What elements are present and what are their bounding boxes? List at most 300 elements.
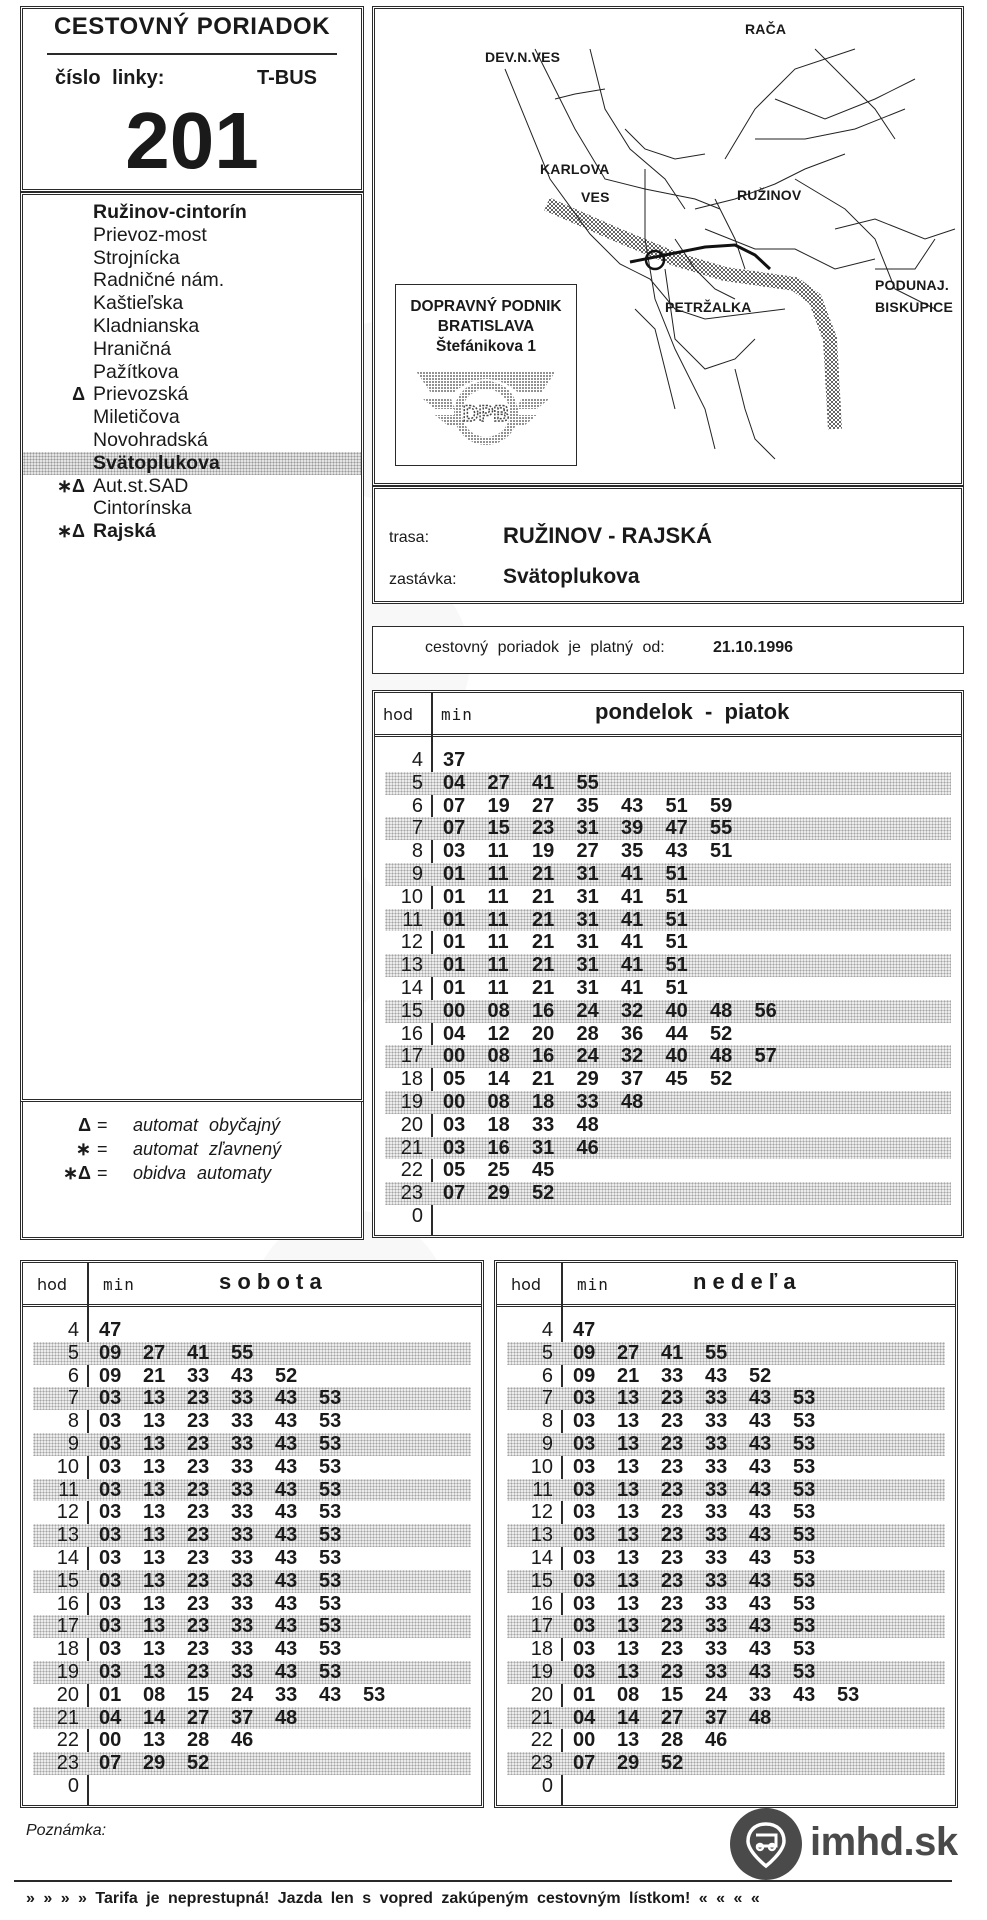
timetable-row (385, 1137, 951, 1160)
departure-minute: 41 (532, 771, 555, 794)
hour-cell: 9 (541, 1432, 553, 1455)
departure-minute: 00 (99, 1729, 122, 1752)
departure-minute: 27 (532, 794, 555, 817)
departure-minute: 07 (443, 817, 466, 840)
dpb-logo-icon (411, 363, 561, 453)
minutes-cell (443, 1000, 799, 1023)
departure-minute: 13 (143, 1387, 166, 1410)
departure-minute: 03 (573, 1478, 596, 1501)
departure-minute: 19 (487, 794, 510, 817)
minute-column-header: min (441, 705, 473, 724)
timetable-rows (375, 749, 961, 1228)
imhd-logo[interactable] (730, 1806, 970, 1882)
timetable-row (23, 1456, 481, 1479)
departure-minute: 03 (99, 1660, 122, 1683)
departure-minute: 23 (187, 1569, 210, 1592)
stop-name: Kladnianska (93, 314, 200, 337)
hour-cell: 18 (56, 1638, 79, 1661)
minutes-cell (99, 1387, 363, 1410)
departure-minute: 33 (231, 1432, 254, 1455)
hour-cell: 4 (541, 1319, 553, 1341)
timetable-row (375, 931, 961, 954)
hour-cell: 5 (67, 1341, 79, 1364)
stop-item (23, 361, 361, 384)
stop-name: Novohradská (93, 428, 208, 451)
departure-minute: 31 (576, 931, 599, 954)
stop-item (23, 292, 361, 315)
timetable-header-row (497, 1263, 955, 1307)
departure-minute: 33 (231, 1501, 254, 1524)
minutes-cell (99, 1433, 363, 1456)
minutes-cell (443, 1114, 621, 1137)
departure-minute: 03 (573, 1501, 596, 1524)
departure-minute: 23 (187, 1524, 210, 1547)
departure-minute: 53 (319, 1501, 342, 1524)
departure-minute: 53 (837, 1683, 860, 1706)
departure-minute: 23 (661, 1660, 684, 1683)
departure-minute: 47 (665, 817, 688, 840)
departure-minute: 03 (99, 1546, 122, 1569)
departure-minute: 07 (99, 1752, 122, 1775)
minutes-cell (443, 1182, 577, 1205)
departure-minute: 27 (617, 1341, 640, 1364)
departure-minute: 51 (665, 885, 688, 908)
stop-name: Strojnícka (93, 246, 180, 269)
departure-minute: 41 (621, 931, 644, 954)
departure-minute: 03 (573, 1660, 596, 1683)
departure-minute: 03 (573, 1638, 596, 1661)
timetable-row (23, 1365, 481, 1388)
departure-minute: 05 (443, 1159, 466, 1182)
timetable-row (497, 1638, 955, 1661)
hour-cell: 7 (541, 1387, 553, 1410)
timetable-row (23, 1319, 481, 1342)
hour-cell: 13 (400, 954, 423, 977)
footer-divider (14, 1880, 952, 1882)
hour-cell: 22 (400, 1159, 423, 1182)
departure-minute: 13 (143, 1615, 166, 1638)
departure-minute: 03 (99, 1569, 122, 1592)
departure-minute: 13 (143, 1569, 166, 1592)
validity-date: 21.10.1996 (713, 639, 794, 656)
departure-minute: 03 (573, 1455, 596, 1478)
departure-minute: 04 (99, 1706, 122, 1729)
departure-minute: 43 (275, 1546, 298, 1569)
legend (20, 1102, 364, 1240)
departure-minute: 21 (532, 908, 555, 931)
departure-minute: 01 (443, 908, 466, 931)
departure-minute: 11 (487, 885, 509, 908)
departure-minute: 33 (576, 1090, 599, 1113)
departure-minute: 16 (487, 1136, 510, 1159)
minutes-cell (443, 1023, 755, 1046)
timetable-row (375, 977, 961, 1000)
departure-minute: 53 (319, 1592, 342, 1615)
timetable-row (375, 886, 961, 909)
departure-minute: 55 (710, 817, 733, 840)
departure-minute: 33 (231, 1592, 254, 1615)
minutes-cell (443, 1045, 799, 1068)
minutes-cell (573, 1524, 837, 1547)
departure-minute: 21 (143, 1364, 166, 1387)
departure-minute: 31 (576, 817, 599, 840)
departure-minute: 33 (231, 1660, 254, 1683)
departure-minute: 29 (576, 1068, 599, 1091)
departure-minute: 03 (99, 1524, 122, 1547)
saturday-timetable (20, 1260, 484, 1808)
departure-minute: 48 (710, 1045, 733, 1068)
departure-minute: 53 (793, 1432, 816, 1455)
legend-equals: = (97, 1139, 108, 1159)
departure-minute: 51 (665, 954, 688, 977)
departure-minute: 20 (532, 1022, 555, 1045)
departure-minute: 07 (443, 794, 466, 817)
departure-minute: 53 (319, 1387, 342, 1410)
departure-minute: 01 (443, 862, 466, 885)
departure-minute: 33 (705, 1455, 728, 1478)
departure-minute: 43 (275, 1501, 298, 1524)
departure-minute: 14 (143, 1706, 166, 1729)
minutes-cell (573, 1638, 837, 1661)
departure-minute: 03 (99, 1387, 122, 1410)
departure-minute: 29 (143, 1752, 166, 1775)
departure-minute: 13 (617, 1638, 640, 1661)
departure-minute: 12 (487, 1022, 510, 1045)
departure-minute: 43 (749, 1410, 772, 1433)
timetable-row (375, 1114, 961, 1137)
departure-minute: 13 (617, 1592, 640, 1615)
departure-minute: 03 (443, 1136, 466, 1159)
departure-minute: 43 (275, 1478, 298, 1501)
hour-cell: 0 (67, 1774, 79, 1797)
departure-minute: 33 (705, 1615, 728, 1638)
departure-minute: 52 (749, 1364, 772, 1387)
minutes-cell (99, 1479, 363, 1502)
departure-minute: 33 (231, 1615, 254, 1638)
departure-minute: 01 (443, 976, 466, 999)
stop-symbol-icon: ∗Δ (56, 521, 85, 542)
departure-minute: 43 (275, 1524, 298, 1547)
minutes-cell (443, 863, 710, 886)
departure-minute: 03 (99, 1615, 122, 1638)
departure-minute: 33 (705, 1638, 728, 1661)
hour-cell: 22 (530, 1729, 553, 1752)
timetable-row (33, 1570, 471, 1593)
minutes-cell (573, 1615, 837, 1638)
departure-minute: 33 (705, 1501, 728, 1524)
departure-minute: 51 (665, 794, 688, 817)
departure-minute: 53 (319, 1546, 342, 1569)
departure-minute: 03 (443, 1113, 466, 1136)
departure-minute: 51 (710, 840, 733, 863)
hour-cell: 20 (530, 1683, 553, 1706)
stop-symbol-icon: Δ (72, 384, 85, 405)
departure-minute: 31 (576, 885, 599, 908)
departure-minute: 33 (231, 1546, 254, 1569)
departure-minute: 00 (573, 1729, 596, 1752)
departure-minute: 31 (576, 954, 599, 977)
hour-cell: 4 (67, 1319, 79, 1341)
timetable-row (23, 1501, 481, 1524)
departure-minute: 46 (705, 1729, 728, 1752)
departure-minute: 43 (275, 1455, 298, 1478)
network-map (372, 6, 964, 486)
departure-minute: 53 (319, 1524, 342, 1547)
hour-cell: 23 (530, 1752, 553, 1775)
departure-minute: 24 (576, 999, 599, 1022)
stop-name: Prievozská (93, 383, 189, 406)
minutes-cell (443, 909, 710, 932)
stop-name: Cintorínska (93, 497, 192, 520)
departure-minute: 53 (793, 1455, 816, 1478)
timetable-row (507, 1752, 945, 1775)
departure-minute: 39 (621, 817, 644, 840)
timetable-row (33, 1342, 471, 1365)
departure-minute: 43 (749, 1455, 772, 1478)
stop-name: Aut.st.SAD (93, 474, 189, 497)
minutes-cell (99, 1752, 231, 1775)
timetable-row (375, 1205, 961, 1228)
hour-cell: 18 (400, 1068, 423, 1091)
departure-minute: 52 (532, 1182, 555, 1205)
hour-cell: 11 (58, 1478, 79, 1501)
minutes-cell (99, 1342, 275, 1365)
departure-minute: 13 (617, 1660, 640, 1683)
departure-minute: 40 (665, 1045, 688, 1068)
departure-minute: 33 (231, 1478, 254, 1501)
departure-minute: 53 (793, 1660, 816, 1683)
timetable-row (33, 1524, 471, 1547)
departure-minute: 23 (187, 1660, 210, 1683)
departure-minute: 46 (576, 1136, 599, 1159)
hour-cell: 6 (411, 794, 423, 817)
departure-minute: 03 (573, 1410, 596, 1433)
departure-minute: 43 (793, 1683, 816, 1706)
departure-minute: 16 (532, 1045, 555, 1068)
departure-minute: 13 (617, 1546, 640, 1569)
hour-cell: 4 (411, 749, 423, 771)
minutes-cell (443, 1159, 577, 1182)
timetable-row (385, 1045, 951, 1068)
departure-minute: 43 (749, 1615, 772, 1638)
minutes-cell (99, 1707, 319, 1730)
minutes-cell (573, 1661, 837, 1684)
departure-minute: 13 (617, 1432, 640, 1455)
departure-minute: 03 (573, 1432, 596, 1455)
hour-cell: 5 (541, 1341, 553, 1364)
departure-minute: 43 (749, 1660, 772, 1683)
stop-name: Hraničná (93, 337, 172, 360)
departure-minute: 01 (443, 885, 466, 908)
departure-minute: 07 (573, 1752, 596, 1775)
hour-cell: 23 (400, 1182, 423, 1205)
hour-cell: 12 (530, 1501, 553, 1524)
departure-minute: 43 (275, 1615, 298, 1638)
departure-minute: 48 (576, 1113, 599, 1136)
departure-minute: 33 (705, 1410, 728, 1433)
hour-cell: 0 (411, 1204, 423, 1227)
timetable-row (385, 817, 951, 840)
departure-minute: 55 (705, 1341, 728, 1364)
hour-cell: 10 (530, 1455, 553, 1478)
departure-minute: 00 (443, 1045, 466, 1068)
hour-cell: 15 (56, 1569, 79, 1592)
hour-cell: 7 (411, 817, 423, 840)
timetable-row (33, 1752, 471, 1775)
departure-minute: 41 (621, 908, 644, 931)
timetable-row (507, 1524, 945, 1547)
timetable-row (33, 1387, 471, 1410)
legend-text: automat obyčajný (133, 1115, 281, 1135)
hour-cell: 9 (411, 862, 423, 885)
timetable-header (20, 6, 364, 192)
stop-name: Pažítkova (93, 360, 179, 383)
departure-minute: 33 (705, 1387, 728, 1410)
departure-minute: 31 (576, 908, 599, 931)
map-label: BISKUPICE (875, 299, 954, 315)
departure-minute: 08 (487, 999, 510, 1022)
timetable-row (497, 1593, 955, 1616)
timetable-row (375, 749, 961, 772)
departure-minute: 15 (661, 1683, 684, 1706)
departure-minute: 03 (573, 1592, 596, 1615)
departure-minute: 27 (143, 1341, 166, 1364)
hour-cell: 5 (411, 771, 423, 794)
hour-cell: 13 (530, 1524, 553, 1547)
departure-minute: 33 (749, 1683, 772, 1706)
timetable-row (385, 954, 951, 977)
hour-cell: 22 (56, 1729, 79, 1752)
departure-minute: 11 (487, 862, 509, 885)
minutes-cell (443, 886, 710, 909)
timetable-row (497, 1319, 955, 1342)
hour-cell: 20 (56, 1683, 79, 1706)
departure-minute: 23 (187, 1592, 210, 1615)
minutes-cell (99, 1365, 319, 1388)
departure-minute: 33 (705, 1546, 728, 1569)
hour-cell: 15 (530, 1569, 553, 1592)
timetable-rows (497, 1319, 955, 1798)
departure-minute: 33 (231, 1569, 254, 1592)
departure-minute: 13 (143, 1410, 166, 1433)
departure-minute: 24 (576, 1045, 599, 1068)
departure-minute: 09 (573, 1364, 596, 1387)
departure-minute: 43 (275, 1387, 298, 1410)
operator-name: DOPRAVNÝ PODNIK (396, 297, 576, 317)
stop-list-panel (20, 192, 364, 1102)
stop-name: Miletičova (93, 406, 180, 429)
hour-cell: 14 (530, 1546, 553, 1569)
timetable-row (23, 1410, 481, 1433)
departure-minute: 00 (443, 1090, 466, 1113)
departure-minute: 21 (532, 954, 555, 977)
departure-minute: 13 (143, 1592, 166, 1615)
legend-text: obidva automaty (133, 1163, 272, 1183)
operator-box (395, 284, 577, 466)
legend-equals: = (97, 1115, 108, 1135)
weekday-timetable (372, 690, 964, 1238)
departure-minute: 31 (532, 1136, 555, 1159)
departure-minute: 43 (275, 1569, 298, 1592)
timetable-row (375, 1159, 961, 1182)
departure-minute: 05 (443, 1068, 466, 1091)
minutes-cell (99, 1524, 363, 1547)
minutes-cell (99, 1729, 275, 1752)
departure-minute: 13 (617, 1524, 640, 1547)
stop-name: Rajská (93, 520, 156, 543)
departure-minute: 33 (275, 1683, 298, 1706)
departure-minute: 09 (99, 1341, 122, 1364)
departure-minute: 41 (621, 954, 644, 977)
departure-minute: 53 (319, 1478, 342, 1501)
departure-minute: 23 (661, 1524, 684, 1547)
departure-minute: 55 (576, 771, 599, 794)
minutes-cell (573, 1365, 793, 1388)
minutes-cell (573, 1433, 837, 1456)
timetable-row (375, 1023, 961, 1046)
minutes-cell (573, 1570, 837, 1593)
departure-minute: 31 (576, 862, 599, 885)
timetable-row (385, 863, 951, 886)
stop-item (23, 338, 361, 361)
departure-minute: 32 (621, 999, 644, 1022)
timetable-row (507, 1433, 945, 1456)
departure-minute: 21 (532, 931, 555, 954)
validity-box (372, 626, 964, 674)
minutes-cell (99, 1570, 363, 1593)
hour-column-header: hod (37, 1275, 68, 1294)
map-label: KARLOVA (540, 161, 610, 177)
departure-minute: 03 (99, 1592, 122, 1615)
departure-minute: 08 (487, 1045, 510, 1068)
departure-minute: 21 (532, 1068, 555, 1091)
departure-minute: 44 (665, 1022, 688, 1045)
stop-item-current (23, 452, 361, 475)
departure-minute: 14 (617, 1706, 640, 1729)
minutes-cell (573, 1684, 881, 1707)
departure-minute: 41 (621, 862, 644, 885)
timetable-row (497, 1365, 955, 1388)
minutes-cell (99, 1501, 363, 1524)
departure-minute: 33 (705, 1432, 728, 1455)
departure-minute: 35 (621, 840, 644, 863)
departure-minute: 53 (319, 1455, 342, 1478)
departure-minute: 52 (275, 1364, 298, 1387)
timetable-row (385, 1091, 951, 1114)
departure-minute: 21 (617, 1364, 640, 1387)
hour-cell: 19 (400, 1090, 423, 1113)
departure-minute: 00 (443, 999, 466, 1022)
route-info (372, 486, 964, 604)
departure-minute: 08 (143, 1683, 166, 1706)
stop-name: Svätoplukova (93, 451, 220, 474)
map-label: PETRŽALKA (665, 299, 752, 315)
hour-cell: 11 (402, 908, 423, 931)
departure-minute: 36 (621, 1022, 644, 1045)
departure-minute: 13 (143, 1660, 166, 1683)
departure-minute: 41 (621, 885, 644, 908)
departure-minute: 48 (621, 1090, 644, 1113)
departure-minute: 52 (187, 1752, 210, 1775)
line-number: 201 (125, 96, 259, 185)
departure-minute: 11 (487, 931, 509, 954)
divider (47, 53, 337, 55)
departure-minute: 09 (99, 1364, 122, 1387)
departure-minute: 56 (754, 999, 777, 1022)
departure-minute: 43 (665, 840, 688, 863)
stop-item (23, 429, 361, 452)
departure-minute: 29 (617, 1752, 640, 1775)
